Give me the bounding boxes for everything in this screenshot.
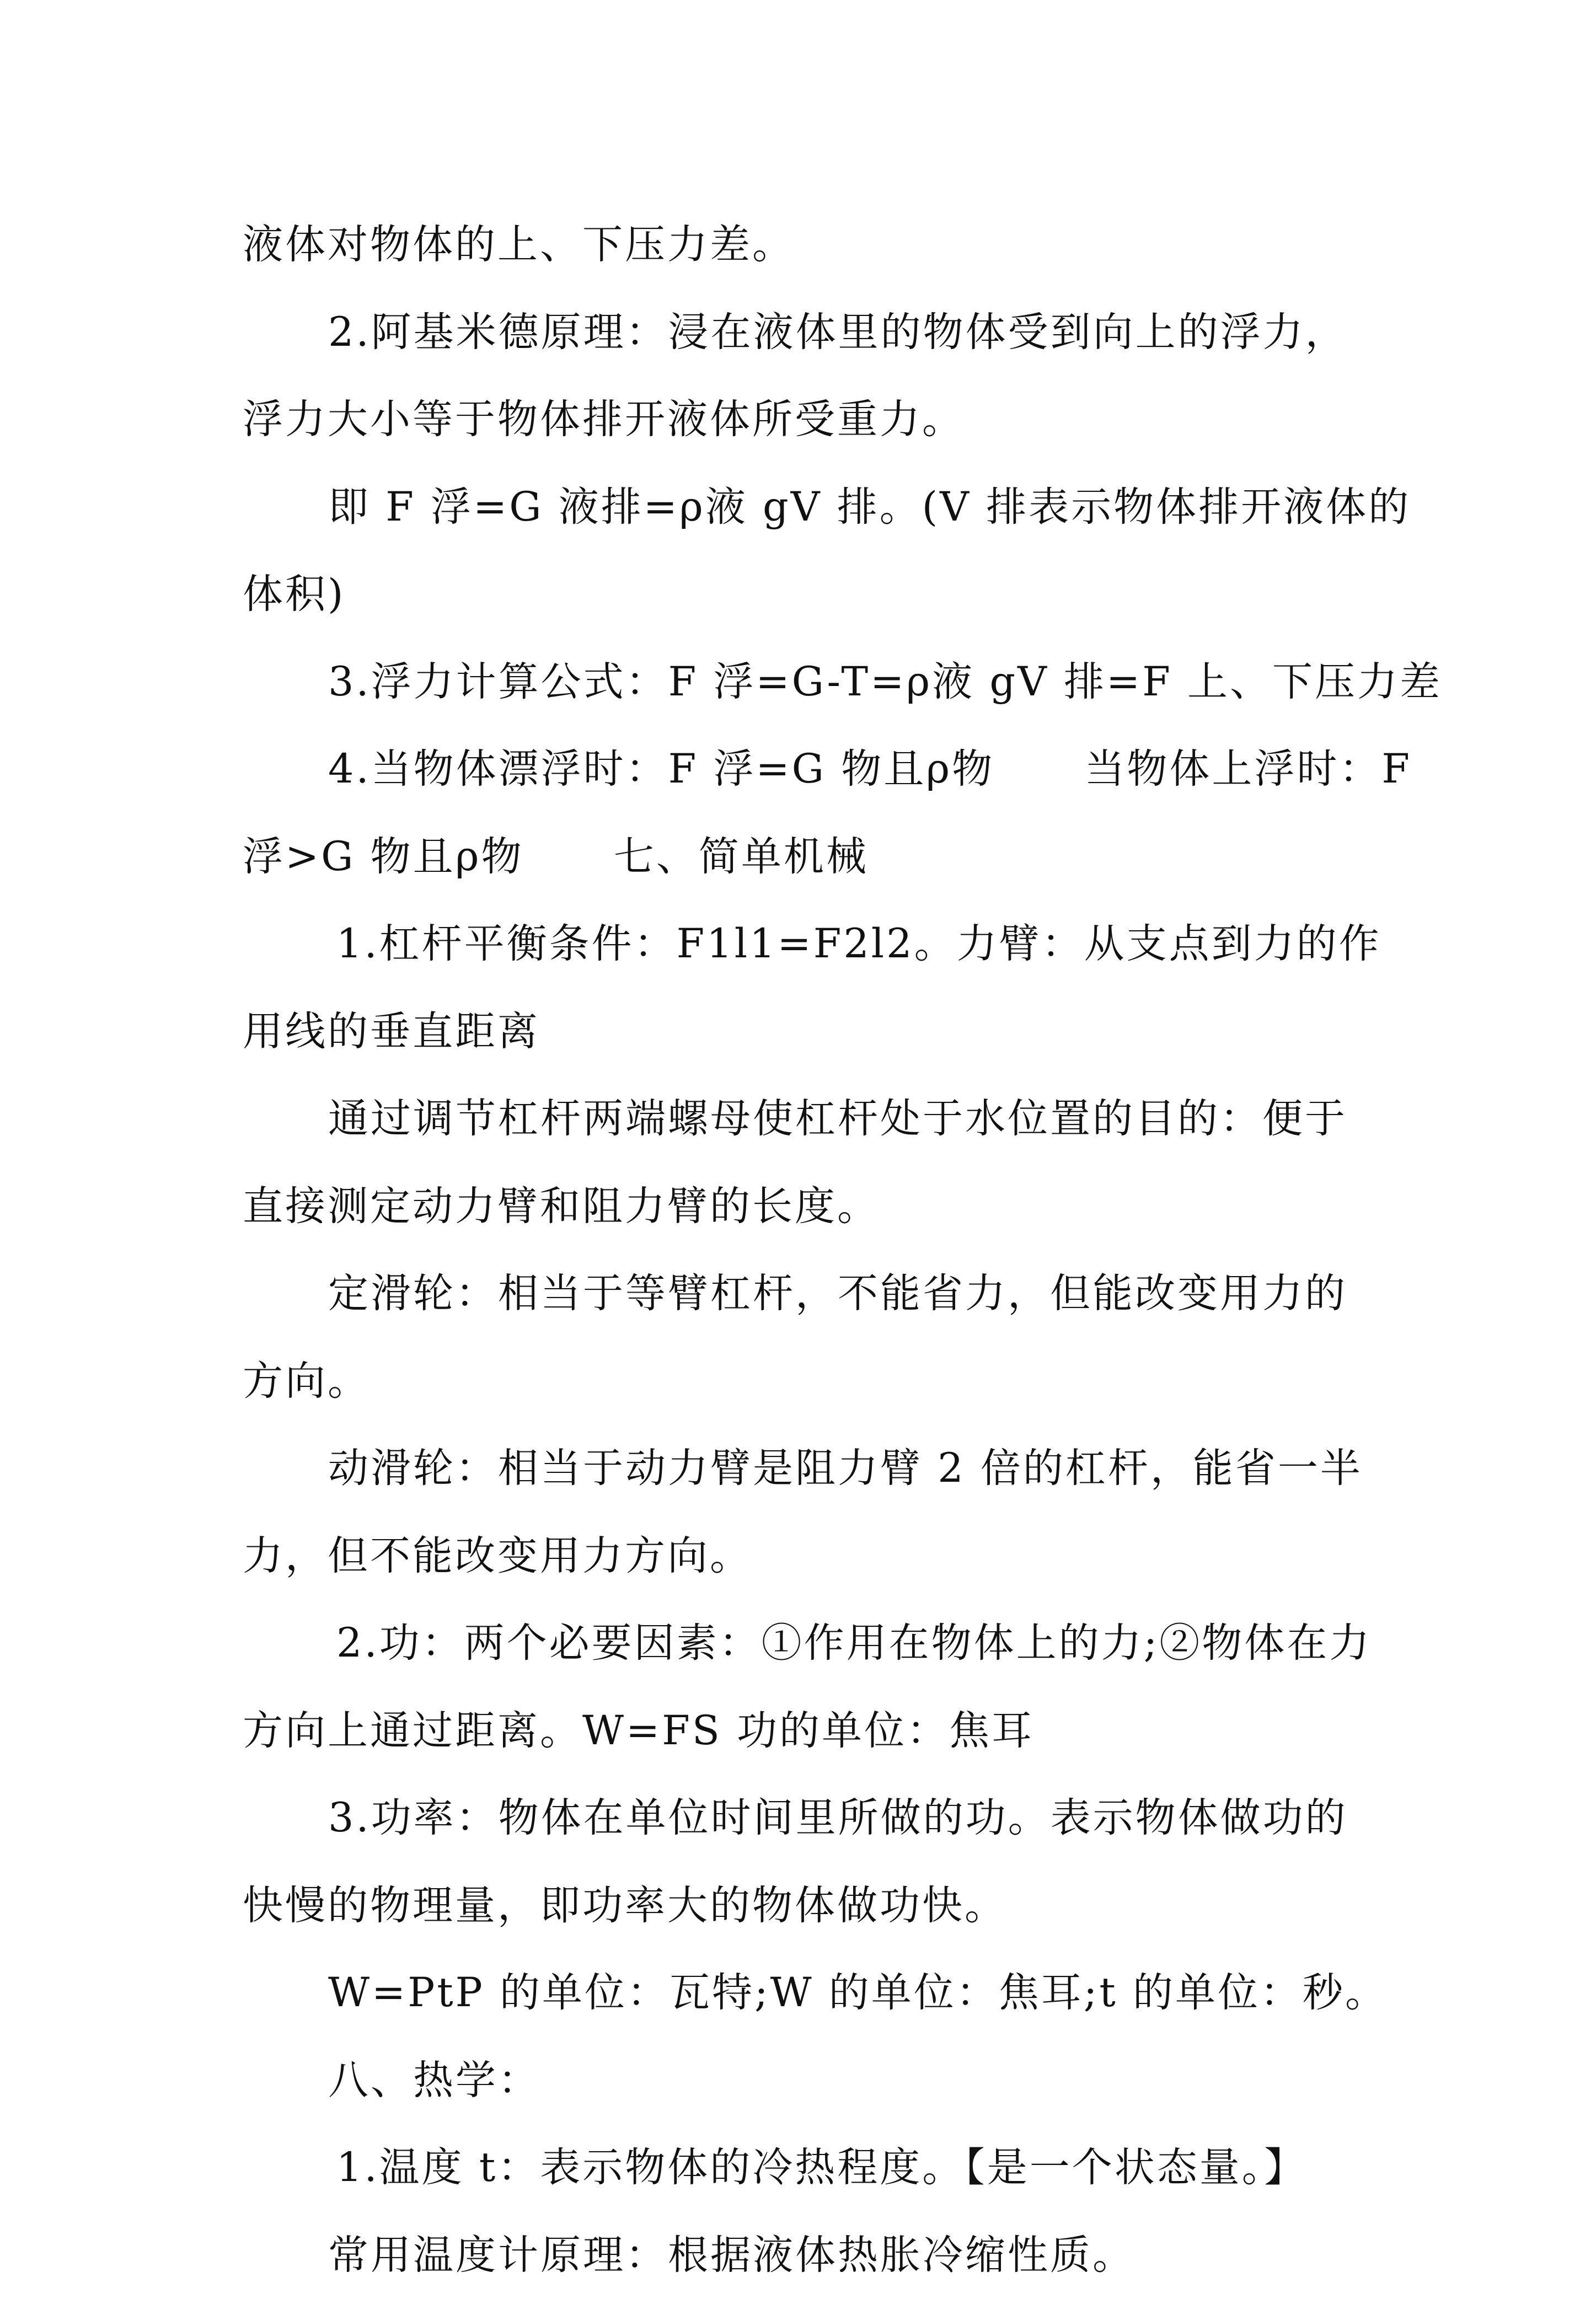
text-line: 浮力大小等于物体排开液体所受重力。 [243,376,1406,464]
text-line: 2.阿基米德原理：浸在液体里的物体受到向上的浮力， [243,289,1406,377]
text-line: 1.杠杆平衡条件：F1l1=F2l2。力臂：从支点到力的作 [243,901,1406,988]
text-line: 浮>G 物且ρ物 七、简单机械 [243,813,1406,901]
text-line: 力，但不能改变用力方向。 [243,1513,1406,1600]
text-line: 1.温度 t：表示物体的冷热程度。【是一个状态量。】 [243,2124,1406,2212]
text-line: 常用温度计原理：根据液体热胀冷缩性质。 [243,2212,1406,2299]
text-line: 4.当物体漂浮时：F 浮=G 物且ρ物 当物体上浮时：F [243,726,1406,813]
text-line: W=PtP 的单位：瓦特;W 的单位：焦耳;t 的单位：秒。 [243,1949,1406,2037]
text-line: 直接测定动力臂和阻力臂的长度。 [243,1163,1406,1251]
text-line: 方向上通过距离。W=FS 功的单位：焦耳 [243,1687,1406,1775]
text-line: 定滑轮：相当于等臂杠杆，不能省力，但能改变用力的 [243,1250,1406,1338]
text-line: 2.功：两个必要因素：①作用在物体上的力;②物体在力 [243,1600,1406,1687]
text-line: 液体对物体的上、下压力差。 [243,201,1406,289]
text-line: 通过调节杠杆两端螺母使杠杆处于水位置的目的：便于 [243,1075,1406,1163]
text-line: 用线的垂直距离 [243,988,1406,1076]
text-line: 3.功率：物体在单位时间里所做的功。表示物体做功的 [243,1775,1406,1862]
section-heading: 八、热学： [243,2037,1406,2125]
text-line: 动滑轮：相当于动力臂是阻力臂 2 倍的杠杆，能省一半 [243,1425,1406,1513]
text-line: 3.浮力计算公式：F 浮=G-T=ρ液 gV 排=F 上、下压力差 [243,639,1406,726]
text-line: 体积) [243,551,1406,639]
text-line: 即 F 浮=G 液排=ρ液 gV 排。(V 排表示物体排开液体的 [243,464,1406,551]
text-line: 快慢的物理量，即功率大的物体做功快。 [243,1862,1406,1950]
document-body [243,201,1406,2299]
text-line: 方向。 [243,1338,1406,1426]
